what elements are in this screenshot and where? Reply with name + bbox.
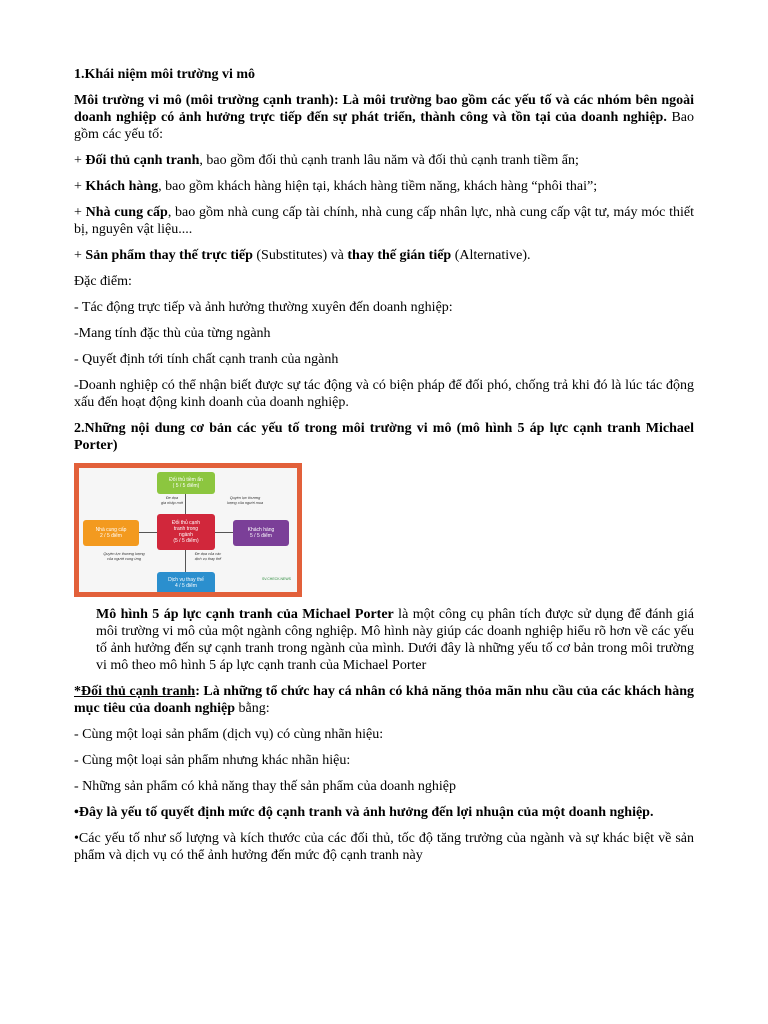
key-point: •Đây là yếu tố quyết định mức độ cạnh tranh và ảnh hưởng đến lợi nhuận của một doanh nghiệp. bbox=[74, 805, 654, 820]
diagram-canvas bbox=[79, 468, 297, 592]
list-item-competitor: + Đối thủ cạnh tranh, bao gồm đối thủ cạnh tranh lâu năm và đối thủ cạnh tranh tiềm ẩn; bbox=[74, 153, 579, 168]
feature-item: - Quyết định tới tính chất cạnh tranh của ngành bbox=[74, 352, 339, 367]
node-industry-rivalry: Đối thủ cạnh tranh trong ngành (5 / 5 điểm) bbox=[157, 514, 215, 550]
connector-line bbox=[185, 494, 186, 514]
node-potential-entrants: Đối thủ tiềm ẩn ( 5 / 5 điểm) bbox=[157, 472, 215, 494]
connector-line bbox=[185, 550, 186, 572]
node-suppliers: Nhà cung cấp 2 / 5 điểm bbox=[83, 520, 139, 546]
connector-line bbox=[215, 532, 233, 533]
connector-line bbox=[139, 532, 157, 533]
node-substitutes: Dịch vụ thay thế 4 / 5 điểm bbox=[157, 572, 215, 592]
label-substitute-threat: Đe dọa của các dịch vụ thay thế bbox=[194, 552, 222, 561]
feature-item: - Tác động trực tiếp và ảnh hưởng thường xuyên đến doanh nghiệp: bbox=[74, 300, 453, 315]
five-forces-diagram bbox=[74, 463, 302, 597]
competitor-item: - Cùng một loại sản phẩm nhưng khác nhãn hiệu: bbox=[74, 753, 351, 768]
feature-item: -Doanh nghiệp có thể nhận biết được sự tác động và có biện pháp để đối phó, chống trả khi đó là lúc tác động xấu đến hoạt động kinh doanh của doanh nghiệp. bbox=[74, 378, 694, 410]
label-buyer-power: Quyền lực thương lượng của người mua bbox=[226, 496, 264, 505]
diagram-caption: Mô hình 5 áp lực cạnh tranh của Michael Porter là một công cụ phân tích được sử dụng để đánh giá môi trường vi mô của một ngành công nghiệp. Mô hình này giúp các doanh nghiệp hiểu rõ hơn về các yếu tố ảnh hưởng đến sự cạnh tranh trong ngành của mình. Dưới đây là những yếu tố cơ bản trong môi trường vi mô theo mô hình 5 áp lực cạnh tranh của Michael Porter bbox=[96, 607, 694, 673]
node-buyers: Khách hàng 5 / 5 điểm bbox=[233, 520, 289, 546]
list-item-customer: + Khách hàng, bao gồm khách hàng hiện tại, khách hàng tiềm năng, khách hàng “phôi thai”; bbox=[74, 179, 598, 194]
section2-heading: 2.Những nội dung cơ bản các yếu tố trong môi trường vi mô (mô hình 5 áp lực cạnh tranh Michael Porter) bbox=[74, 421, 694, 453]
list-item-supplier: + Nhà cung cấp, bao gồm nhà cung cấp tài chính, nhà cung cấp nhân lực, nhà cung cấp vật tư, máy móc thiết bị, nguyên vật liệu.... bbox=[74, 205, 694, 237]
site-logo: SV.CHECK.NEWS bbox=[261, 577, 291, 581]
competitor-item: - Những sản phẩm có khả năng thay thế sản phẩm của doanh nghiệp bbox=[74, 779, 456, 794]
competitor-item: - Cùng một loại sản phẩm (dịch vụ) có cùng nhãn hiệu: bbox=[74, 727, 384, 742]
section1-heading: 1.Khái niệm môi trường vi mô bbox=[74, 67, 256, 82]
label-supplier-power: Quyền lực thương lượng của người cung ứng bbox=[103, 552, 145, 561]
feature-item: -Mang tính đặc thù của từng ngành bbox=[74, 326, 271, 341]
factors-paragraph: •Các yếu tố như số lượng và kích thước của các đối thủ, tốc độ tăng trưởng của ngành và sự khác biệt về sản phẩm và dịch vụ có thể ảnh hưởng đến mức độ cạnh tranh này bbox=[74, 831, 694, 863]
list-item-substitute: + Sản phẩm thay thế trực tiếp (Substitutes) và thay thế gián tiếp (Alternative). bbox=[74, 248, 531, 263]
label-new-entry-threat: Đe dọa gia nhập mới bbox=[161, 496, 183, 505]
features-label: Đặc điểm: bbox=[74, 274, 132, 289]
competitor-definition: *Đối thủ cạnh tranh: Là những tổ chức hay cá nhân có khả năng thỏa mãn nhu cầu của các khách hàng mục tiêu của doanh nghiệp bằng: bbox=[74, 684, 695, 716]
definition-paragraph: Môi trường vi mô (môi trường cạnh tranh): Là môi trường bao gồm các yếu tố và các nhóm bên ngoài doanh nghiệp có ảnh hưởng trực tiếp đến sự phát triển, thành công và tồn tại của doanh nghiệp. Bao gồm các yếu tố: bbox=[74, 93, 694, 142]
document-body bbox=[74, 66, 694, 873]
